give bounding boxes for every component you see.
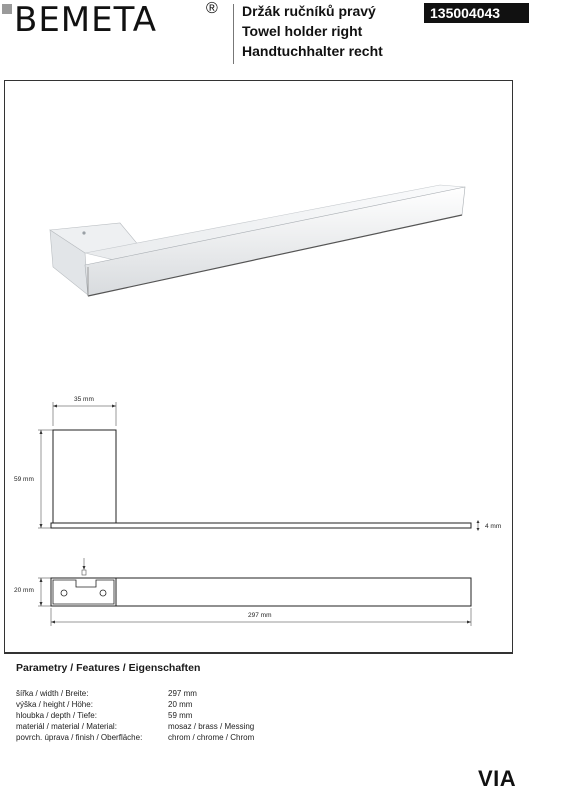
feature-value: 20 mm — [168, 700, 193, 709]
product-code: 135004043 — [424, 3, 529, 23]
title-cz: Držák ručníků pravý — [242, 3, 376, 19]
features-title: Parametry / Features / Eigenschaften — [16, 662, 201, 674]
brand-mark — [2, 4, 12, 14]
section-divider — [4, 653, 513, 654]
feature-label: hloubka / depth / Tiefe: — [16, 711, 97, 720]
model-name: VIA — [478, 766, 517, 791]
dim-label-depth: 20 mm — [14, 587, 34, 594]
registered-mark: ® — [206, 0, 218, 17]
dim-label-width-top: 35 mm — [74, 396, 94, 403]
dim-label-height: 59 mm — [14, 476, 34, 483]
technical-drawing — [10, 390, 520, 640]
feature-value: mosaz / brass / Messing — [168, 722, 255, 731]
dim-label-thickness: 4 mm — [485, 523, 502, 530]
feature-label: povrch. úprava / finish / Oberfläche: — [16, 733, 143, 742]
feature-value: 59 mm — [168, 711, 193, 720]
header-divider — [233, 4, 234, 64]
feature-label: materiál / material / Material: — [16, 722, 117, 731]
feature-value: chrom / chrome / Chrom — [168, 733, 255, 742]
feature-label: šířka / width / Breite: — [16, 689, 89, 698]
brand-logo: BEMETA — [14, 0, 158, 40]
feature-value: 297 mm — [168, 689, 197, 698]
title-de: Handtuchhalter recht — [242, 43, 383, 59]
product-render — [40, 175, 480, 305]
title-en: Towel holder right — [242, 23, 363, 39]
dim-label-length: 297 mm — [248, 612, 272, 619]
feature-label: výška / height / Höhe: — [16, 700, 93, 709]
